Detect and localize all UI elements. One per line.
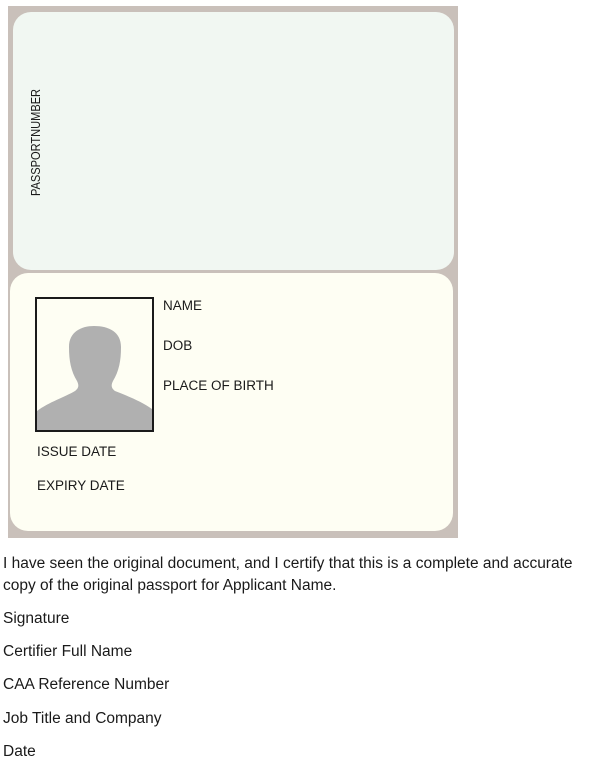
certifier-full-name-label: Certifier Full Name — [3, 643, 133, 660]
passport-number-label: PASSPORTNUMBER — [28, 88, 43, 196]
certification-statement: I have seen the original document, and I certify that this is a complete and accurate copy of the original passport for Applicant Name. — [3, 555, 573, 594]
person-silhouette-icon — [37, 299, 152, 430]
expiry-date-label: EXPIRY DATE — [37, 478, 125, 493]
date-label: Date — [3, 743, 36, 760]
caa-reference-number-label: CAA Reference Number — [3, 676, 170, 693]
name-label: NAME — [163, 298, 203, 313]
dob-label: DOB — [163, 338, 193, 353]
signature-label: Signature — [3, 610, 70, 627]
passport-photo — [35, 297, 154, 432]
place-of-birth-label: PLACE OF BIRTH — [163, 378, 274, 393]
issue-date-label: ISSUE DATE — [37, 444, 117, 459]
job-title-company-label: Job Title and Company — [3, 710, 162, 727]
passport-top-page — [13, 12, 454, 270]
